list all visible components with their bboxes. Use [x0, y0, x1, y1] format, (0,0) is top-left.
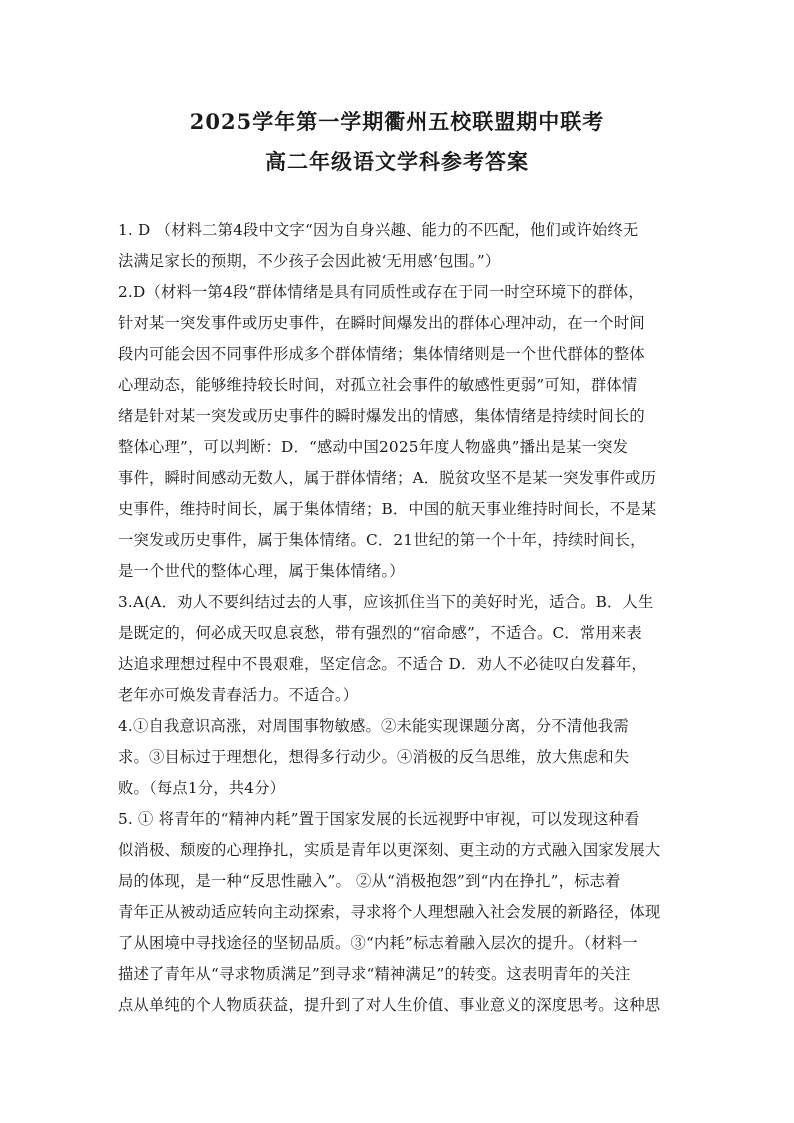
- answer-2: [118, 277, 680, 587]
- answer-5: [118, 804, 680, 1021]
- answer-1: [118, 215, 680, 277]
- answer-5-line: 了从困境中寻找途径的坚韧品质。③“内耗”标志着融入层次的提升。（材料一: [118, 934, 638, 952]
- answer-2-line: 2.D（材料一第4段“群体情绪是具有同质性或存在于同一时空环境下的群体，: [118, 283, 644, 301]
- document-title: 2025学年第一学期衢州五校联盟期中联考: [189, 109, 605, 134]
- answer-3-line: 达追求理想过程中不畏艰难，坚定信念。不适合 D．劝人不必徒叹白发暮年，: [118, 655, 647, 673]
- answer-5-line: 青年正从被动适应转向主动探索，寻求将个人理想融入社会发展的新路径，体现: [118, 903, 661, 921]
- answer-2-line: 针对某一突发事件或历史事件，在瞬时间爆发出的群体心理冲动，在一个时间: [118, 314, 645, 332]
- answer-3-line: 老年亦可焕发青春活力。不适合。）: [118, 686, 359, 704]
- answer-2-line: 整体心理”，可以判断：D．“感动中国2025年度人物盛典”播出是某一突发: [118, 438, 629, 456]
- answer-4: [118, 711, 680, 804]
- answer-3-line: 是既定的，何必成天叹息哀愁，带有强烈的“宿命感”，不适合。C．常用来表: [118, 624, 642, 642]
- answers-body: [118, 215, 680, 1021]
- answer-2-line: 绪是针对某一突发或历史事件的瞬时爆发出的情感，集体情绪是持续时间长的: [118, 407, 645, 425]
- answer-4-line: 败。（每点1分，共4分）: [118, 779, 286, 797]
- answer-4-line: 求。③目标过于理想化，想得多行动少。④消极的反刍思维，放大焦虑和失: [118, 748, 630, 766]
- answer-2-line: 事件，瞬时间感动无数人，属于群体情绪；A．脱贫攻坚不是某一突发事件或历: [118, 469, 657, 487]
- document-subtitle: 高二年级语文学科参考答案: [265, 149, 529, 174]
- answer-1-line: 1. D （材料二第4段中文字“因为自身兴趣、能力的不匹配，他们或许始终无: [118, 221, 639, 239]
- answer-4-line: 4.①自我意识高涨，对周围事物敏感。②未能实现课题分离，分不清他我需: [118, 717, 629, 735]
- answer-2-line: 心理动态，能够维持较长时间，对孤立社会事件的敏感性更弱”可知，群体情: [118, 376, 638, 394]
- answer-5-line: 描述了青年从“寻求物质满足”到寻求“精神满足”的转变。这表明青年的关注: [118, 965, 631, 983]
- answer-5-line: 5. ① 将青年的“精神内耗”置于国家发展的长远视野中审视，可以发现这种看: [118, 810, 640, 828]
- answer-1-line: 法满足家长的预期，不少孩子会因此被‘无用感’包围。”）: [118, 252, 501, 270]
- answer-2-line: 一突发或历史事件，属于集体情绪。C．21世纪的第一个十年，持续时间长，: [118, 531, 646, 549]
- answer-5-line: 局的体现，是一种“反思性融入”。 ②从“消极抱怨”到“内在挣扎”，标志着: [118, 872, 621, 890]
- answer-5-line: 点从单纯的个人物质获益，提升到了对人生价值、事业意义的深度思考。这种思: [118, 996, 661, 1014]
- answer-2-line: 是一个世代的整体心理，属于集体情绪。）: [118, 562, 405, 580]
- answer-3-line: 3.A(A．劝人不要纠结过去的人事，应该抓住当下的美好时光，适合。B．人生: [118, 593, 654, 611]
- answer-2-line: 史事件，维持时间长，属于集体情绪；B．中国的航天事业维持时间长，不是某: [118, 500, 657, 518]
- answer-2-line: 段内可能会因不同事件形成多个群体情绪；集体情绪则是一个世代群体的整体: [118, 345, 645, 363]
- answer-5-line: 似消极、颓废的心理挣扎，实质是青年以更深刻、更主动的方式融入国家发展大: [118, 841, 661, 859]
- answer-3: [118, 587, 680, 711]
